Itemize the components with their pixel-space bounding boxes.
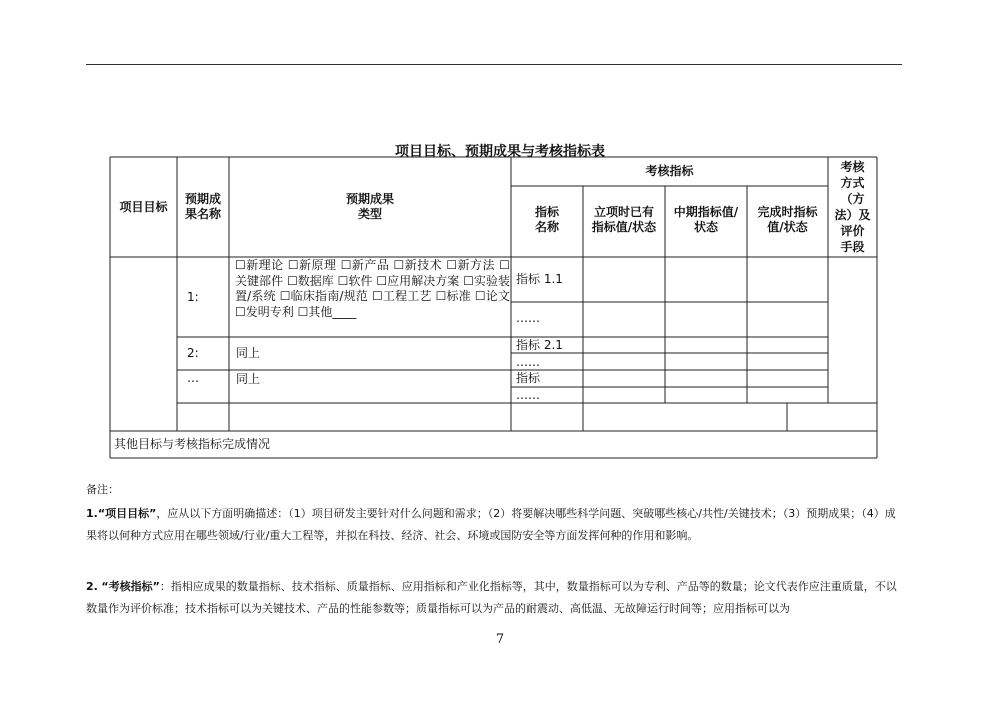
header-midterm-value: 中期指标值/ 状态: [673, 205, 739, 234]
header-assessment-method: 考核 方式 （方 法）及 评价 手段: [834, 160, 871, 254]
header-final-value: 完成时指标 值/状态: [757, 205, 818, 234]
row-2-indicator: 指标 2.1: [516, 338, 563, 352]
row-2-number: 2:: [187, 346, 199, 360]
row-2-indicator-more: ……: [516, 355, 540, 369]
row-1-type-options: ☐新理论 ☐新原理 ☐新产品 ☐新技术 ☐新方法 ☐关键部件 ☐数据库 ☐软件 ☐应用解决方案 ☐实验装置/系统 ☐临床指南/规范 ☐工程工艺 ☐标准 ☐论文 ☐发明专利 ☐其他____: [235, 258, 510, 319]
header-rule: [86, 64, 902, 65]
row-1-indicator: 指标 1.1: [516, 272, 563, 286]
header-result-name: 预期成 果名称: [184, 192, 221, 221]
row-3-indicator: 指标: [516, 371, 541, 385]
header-assessment-indicators: 考核指标: [645, 164, 694, 178]
header-project-goal: 项目目标: [119, 200, 168, 214]
note-1: 1.“项目目标”，应从以下方面明确描述：（1）项目研发主要针对什么问题和需求；（2）将要解决哪些科学问题、突破哪些核心/共性/关键技术；（3）预期成果；（4）成果将以何种方式应用在哪些领域/行业/重大工程等，并拟在科技、经济、社会、环境或国防安全等方面发挥何种的作用和影响。: [86, 507, 896, 542]
row-1-number: 1:: [187, 290, 199, 304]
header-result-type: 预期成果 类型: [345, 192, 394, 221]
header-initial-value: 立项时已有 指标值/状态: [591, 205, 657, 234]
page-number: 7: [495, 632, 505, 647]
header-indicator-name: 指标 名称: [534, 205, 559, 234]
row-3-type: 同上: [236, 372, 261, 386]
other-goals-row: 其他目标与考核指标完成情况: [114, 437, 271, 451]
row-3-number: …: [187, 371, 199, 385]
note-2: 2. “考核指标”：指相应成果的数量指标、技术指标、质量指标、应用指标和产业化指标等，其中，数量指标可以为专利、产品等的数量；论文代表作应注重质量，不以数量作为评价标准；技术指标可以为关键技术、产品的性能参数等；质量指标可以为产品的耐震动、高低温、无故障运行时间等；应用指标可以为: [86, 580, 897, 615]
row-3-indicator-more: ……: [516, 388, 540, 402]
page-title: 项目目标、预期成果与考核指标表: [395, 144, 605, 160]
row-1-indicator-more: ……: [516, 311, 540, 325]
notes-heading: 备注：: [86, 483, 119, 496]
row-2-type: 同上: [236, 346, 261, 360]
